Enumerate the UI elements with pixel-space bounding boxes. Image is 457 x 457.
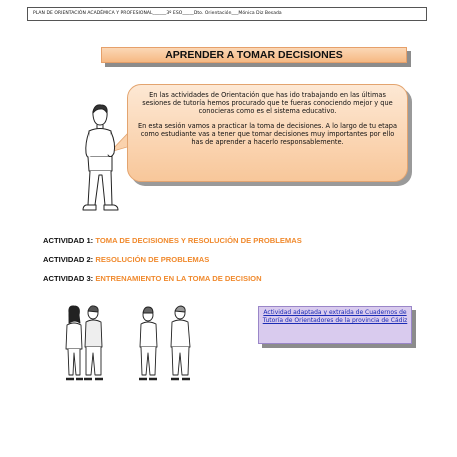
page-header: PLAN DE ORIENTACIÓN ACADÉMICA Y PROFESIONAL______3º ESO_____Dto. Orientación___Mónica Diz Besada: [27, 7, 427, 21]
page-title: APRENDER A TOMAR DECISIONES: [101, 47, 407, 63]
activities-list: [43, 235, 302, 292]
activity-3-label: ACTIVIDAD 3:: [43, 274, 94, 283]
students-illustration-right: [132, 303, 202, 383]
activity-3: [43, 273, 302, 292]
speech-bubble: [127, 84, 408, 182]
activity-2-label: ACTIVIDAD 2:: [43, 255, 94, 264]
activity-1-label: ACTIVIDAD 1:: [43, 236, 94, 245]
activity-3-name: ENTRENAMIENTO EN LA TOMA DE DECISION: [95, 274, 262, 283]
bubble-paragraph-2: En esta sesión vamos a practicar la toma de decisiones. A lo largo de tu etapa como estudiante vas a tener que tomar decisiones muy importantes por ello has de aprender a hacerlo responsablemente.: [137, 122, 398, 147]
credit-box: [258, 306, 412, 344]
students-illustration-left: [60, 303, 110, 383]
credit-link[interactable]: Actividad adaptada y extraída de Cuadernos de Tutoría de Orientadores de la provincia de Cádiz: [262, 309, 408, 324]
boy-illustration: [80, 95, 122, 217]
activity-1: [43, 235, 302, 254]
activity-1-name: TOMA DE DECISIONES Y RESOLUCIÓN DE PROBLEMAS: [95, 236, 302, 245]
activity-2: [43, 254, 302, 273]
activity-2-name: RESOLUCIÓN DE PROBLEMAS: [95, 255, 210, 264]
bubble-paragraph-1: En las actividades de Orientación que has ido trabajando en las últimas sesiones de tutoría hemos procurado que te fueras conociendo mejor y que conocieras como es el sistema educativo.: [142, 91, 393, 116]
